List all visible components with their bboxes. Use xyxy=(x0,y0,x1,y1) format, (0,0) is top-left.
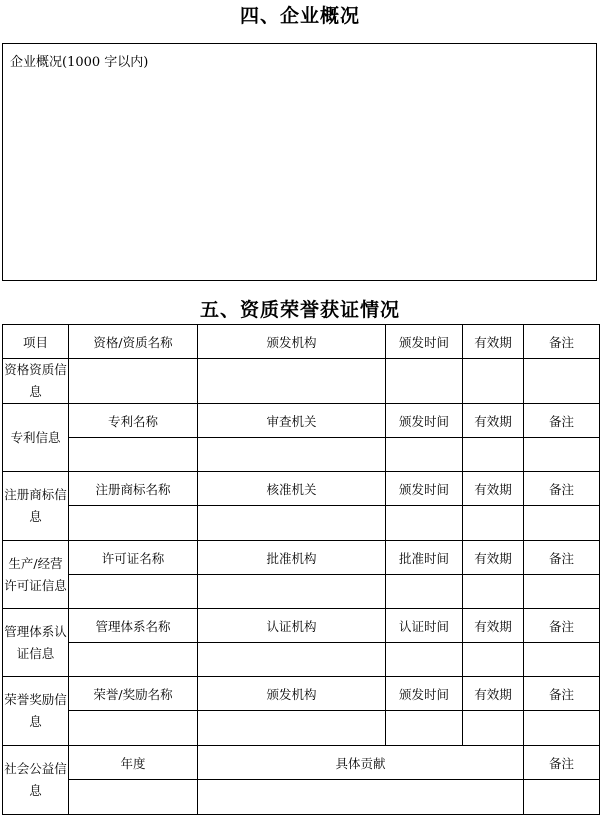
table-row xyxy=(3,438,600,472)
table-row xyxy=(3,541,600,575)
input-cell[interactable] xyxy=(463,575,524,609)
table-row xyxy=(3,575,600,609)
table-row xyxy=(3,472,600,506)
input-cell[interactable] xyxy=(198,575,386,609)
management-remark-header: 备注 xyxy=(524,609,600,643)
trademark-date-header: 颁发时间 xyxy=(386,472,463,506)
input-cell[interactable] xyxy=(198,438,386,472)
table-row xyxy=(3,711,600,746)
license-date-header: 批准时间 xyxy=(386,541,463,575)
welfare-remark-header: 备注 xyxy=(524,746,600,780)
input-cell[interactable] xyxy=(69,438,198,472)
input-cell[interactable] xyxy=(198,711,386,746)
input-cell[interactable] xyxy=(386,575,463,609)
table-row xyxy=(3,404,600,438)
input-cell[interactable] xyxy=(463,359,524,404)
honor-date-header: 颁发时间 xyxy=(386,677,463,711)
header-date: 颁发时间 xyxy=(386,325,463,359)
input-cell[interactable] xyxy=(524,359,600,404)
table-row xyxy=(3,780,600,815)
input-cell[interactable] xyxy=(69,506,198,541)
input-cell[interactable] xyxy=(386,506,463,541)
input-cell[interactable] xyxy=(524,575,600,609)
section-title-overview: 四、企业概况 xyxy=(239,5,360,27)
input-cell[interactable] xyxy=(463,711,524,746)
input-cell[interactable] xyxy=(198,506,386,541)
input-cell[interactable] xyxy=(69,575,198,609)
patent-date-header: 颁发时间 xyxy=(386,404,463,438)
header-validity: 有效期 xyxy=(463,325,524,359)
management-name-header: 管理体系名称 xyxy=(69,609,198,643)
row-label-honor: 荣誉奖励信息 xyxy=(3,677,69,746)
honor-name-header: 荣誉/奖励名称 xyxy=(69,677,198,711)
input-cell[interactable] xyxy=(524,438,600,472)
honor-remark-header: 备注 xyxy=(524,677,600,711)
input-cell[interactable] xyxy=(198,359,386,404)
license-remark-header: 备注 xyxy=(524,541,600,575)
header-name: 资格/资质名称 xyxy=(69,325,198,359)
input-cell[interactable] xyxy=(198,643,386,677)
license-name-header: 许可证名称 xyxy=(69,541,198,575)
input-cell[interactable] xyxy=(524,780,600,815)
row-label-management: 管理体系认证信息 xyxy=(3,609,69,677)
welfare-contribution-header: 具体贡献 xyxy=(198,746,524,780)
table-row xyxy=(3,506,600,541)
input-cell[interactable] xyxy=(69,780,198,815)
table-row xyxy=(3,359,600,404)
section-title-certifications: 五、资质荣誉获证情况 xyxy=(199,299,400,321)
trademark-validity-header: 有效期 xyxy=(463,472,524,506)
patent-validity-header: 有效期 xyxy=(463,404,524,438)
patent-authority-header: 审查机关 xyxy=(198,404,386,438)
input-cell[interactable] xyxy=(463,506,524,541)
row-label-patent: 专利信息 xyxy=(3,404,69,472)
table-header-row xyxy=(3,325,600,359)
input-cell[interactable] xyxy=(524,506,600,541)
overview-textarea[interactable] xyxy=(2,43,597,281)
input-cell[interactable] xyxy=(69,643,198,677)
input-cell[interactable] xyxy=(524,711,600,746)
header-item: 项目 xyxy=(3,325,69,359)
overview-label: 企业概况(1000 字以内) xyxy=(10,55,149,70)
management-date-header: 认证时间 xyxy=(386,609,463,643)
certification-table xyxy=(2,324,600,815)
header-remark: 备注 xyxy=(524,325,600,359)
management-authority-header: 认证机构 xyxy=(198,609,386,643)
input-cell[interactable] xyxy=(524,643,600,677)
input-cell[interactable] xyxy=(386,359,463,404)
input-cell[interactable] xyxy=(386,438,463,472)
license-authority-header: 批准机构 xyxy=(198,541,386,575)
input-cell[interactable] xyxy=(463,643,524,677)
management-validity-header: 有效期 xyxy=(463,609,524,643)
welfare-year-header: 年度 xyxy=(69,746,198,780)
row-label-welfare: 社会公益信息 xyxy=(3,746,69,815)
input-cell[interactable] xyxy=(386,711,463,746)
license-validity-header: 有效期 xyxy=(463,541,524,575)
patent-remark-header: 备注 xyxy=(524,404,600,438)
table-row xyxy=(3,746,600,780)
input-cell[interactable] xyxy=(69,359,198,404)
patent-name-header: 专利名称 xyxy=(69,404,198,438)
table-row xyxy=(3,643,600,677)
table-row xyxy=(3,609,600,643)
input-cell[interactable] xyxy=(69,711,198,746)
trademark-authority-header: 核准机关 xyxy=(198,472,386,506)
input-cell[interactable] xyxy=(198,780,524,815)
table-row xyxy=(3,677,600,711)
trademark-remark-header: 备注 xyxy=(524,472,600,506)
row-label-license: 生产/经营许可证信息 xyxy=(3,541,69,609)
header-authority: 颁发机构 xyxy=(198,325,386,359)
input-cell[interactable] xyxy=(386,643,463,677)
row-label-qualification: 资格资质信息 xyxy=(3,359,69,404)
input-cell[interactable] xyxy=(463,438,524,472)
trademark-name-header: 注册商标名称 xyxy=(69,472,198,506)
row-label-trademark: 注册商标信息 xyxy=(3,472,69,541)
honor-validity-header: 有效期 xyxy=(463,677,524,711)
honor-authority-header: 颁发机构 xyxy=(198,677,386,711)
